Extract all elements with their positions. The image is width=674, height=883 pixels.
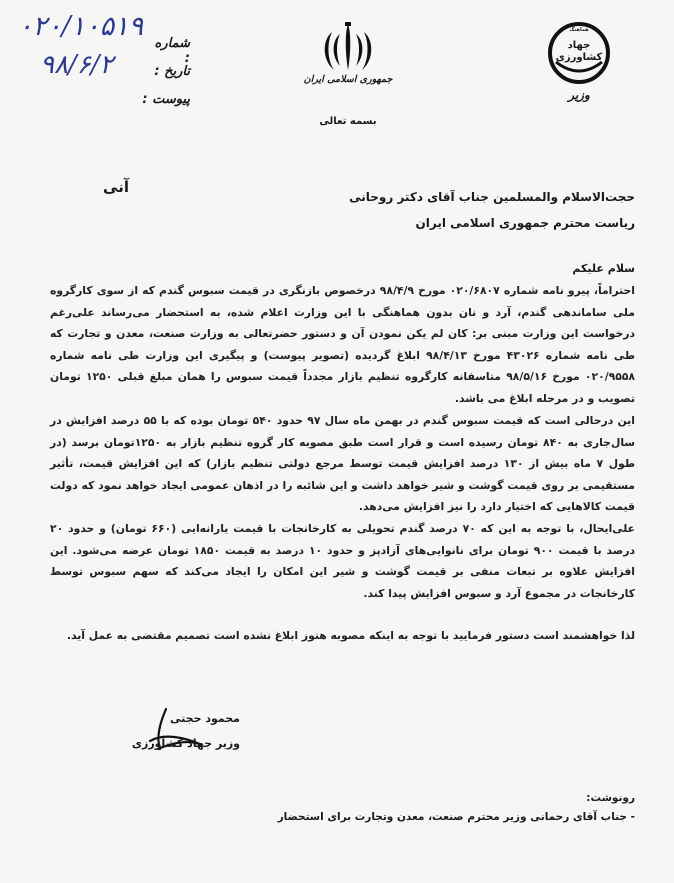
signatory-title: وزیر جهاد کشاورزی [131,737,240,750]
signatory-name: محمود حجتی [170,712,240,725]
recipient-line-2: ریاست محترم جمهوری اسلامی ایران [415,216,635,230]
bismillah: بسمه تعالی [319,116,377,127]
number-label: شماره : [154,36,190,66]
ministry-logo [548,22,610,84]
urgent-label: آنی [103,178,129,196]
recipient-line-1: حجت‌الاسلام والمسلمین جناب آقای دکتر روحانی [349,190,635,204]
country-label: جمهوری اسلامی ایران [303,74,393,85]
handwritten-date: ۹۸/۶/۲ [40,50,114,80]
copy-line: - جناب آقای رحمانی وزیر محترم صنعت، معدن وتجارت برای استحضار [277,811,635,823]
paragraph-3: علی‌ایحال، با توجه به این که ۷۰ درصد گندم تحویلی به کارخانجات با قیمت یارانه‌ایی (۶۶۰ تومان) و حدود ۲۰ درصد با قیمت ۹۰۰ تومان برای نانوایی‌های آزادپز و حدود ۱۰ درصد به قیمت ۱۸۵۰ تومان عرضه می‌شود. این افزایش علاوه بر تبعات منفی بر قیمت گوشت و شیر این امکان را ایجاد می‌کند که سهم سبوس توسط کارخانجات در مجموع آرد و سبوس افزایش پیدا کند. [50,522,635,600]
logo-top-text: هماهنگ [569,27,589,33]
date-label: تاریخ : [154,64,190,79]
ministry-minister-label: وزیر [568,88,590,102]
logo-name-text: جهاد کشاورزی [555,40,603,63]
copy-label: رونوشت: [586,792,635,804]
paragraph-1: احتراماً، پیرو نامه شماره ۰۲۰/۶۸۰۷ مورخ ۹۸/۴/۹ درخصوص بازنگری در قیمت سبوس گندم که از سوی کارگروه ملی ساماندهی گندم، آرد و نان بدون هماهنگی با این وزارت اعلام شده، به استحضار می‌رساند علی‌رغم درخواست این وزارت مبنی بر: کان لم یکن نمودن آن و دستور حضرتعالی به وزارت صنعت، معدن و تجارت که طی نامه شماره ۴۳۰۲۶ مورخ ۹۸/۴/۱۳ ابلاغ گردیده (تصویر پیوست) و پیگیری این وزارت طی نامه شماره ۰۲۰/۹۵۵۸ مورخ ۹۸/۵/۱۶ متاسفانه کارگروه تنظیم بازار مجدداً قیمت سبوس را همان مبلغ قبلی ۱۲۵۰ تومان تصویب و در مرحله ابلاغ می باشد. [50,284,635,405]
greeting: سلام علیکم [572,262,635,275]
paragraph-2: این درحالی است که قیمت سبوس گندم در بهمن ماه سال ۹۷ حدود ۵۴۰ تومان بوده که با ۵۵ درصد افزایش در سال‌جاری به ۸۴۰ تومان رسیده است و قرار است طبق مصوبه کار گروه تنظیم بازار به ۱۲۵۰تومان برسد (در طول ۷ ماه بیش از ۱۳۰ درصد افزایش قیمت توسط مرجع دولتی تنظیم بازار) که این افزایش قیمت، تأثیر مستقیمی بر روی قیمت گوشت و شیر خواهد داشت و این شائبه را در اذهان عمومی ایجاد خواهد نمود که دولت قیمت کالاهایی که اختیار دارد را نیز افزایش می‌دهد. [50,414,636,513]
attachment-label: پیوست : [142,92,190,107]
paragraph-4: لذا خواهشمند است دستور فرمایید با توجه به اینکه مصوبه هنوز ابلاغ نشده است تصمیم مقتضی به عمل آید. [66,629,635,642]
handwritten-number: ۰۲۰/۱۰۵۱۹ [18,11,144,42]
